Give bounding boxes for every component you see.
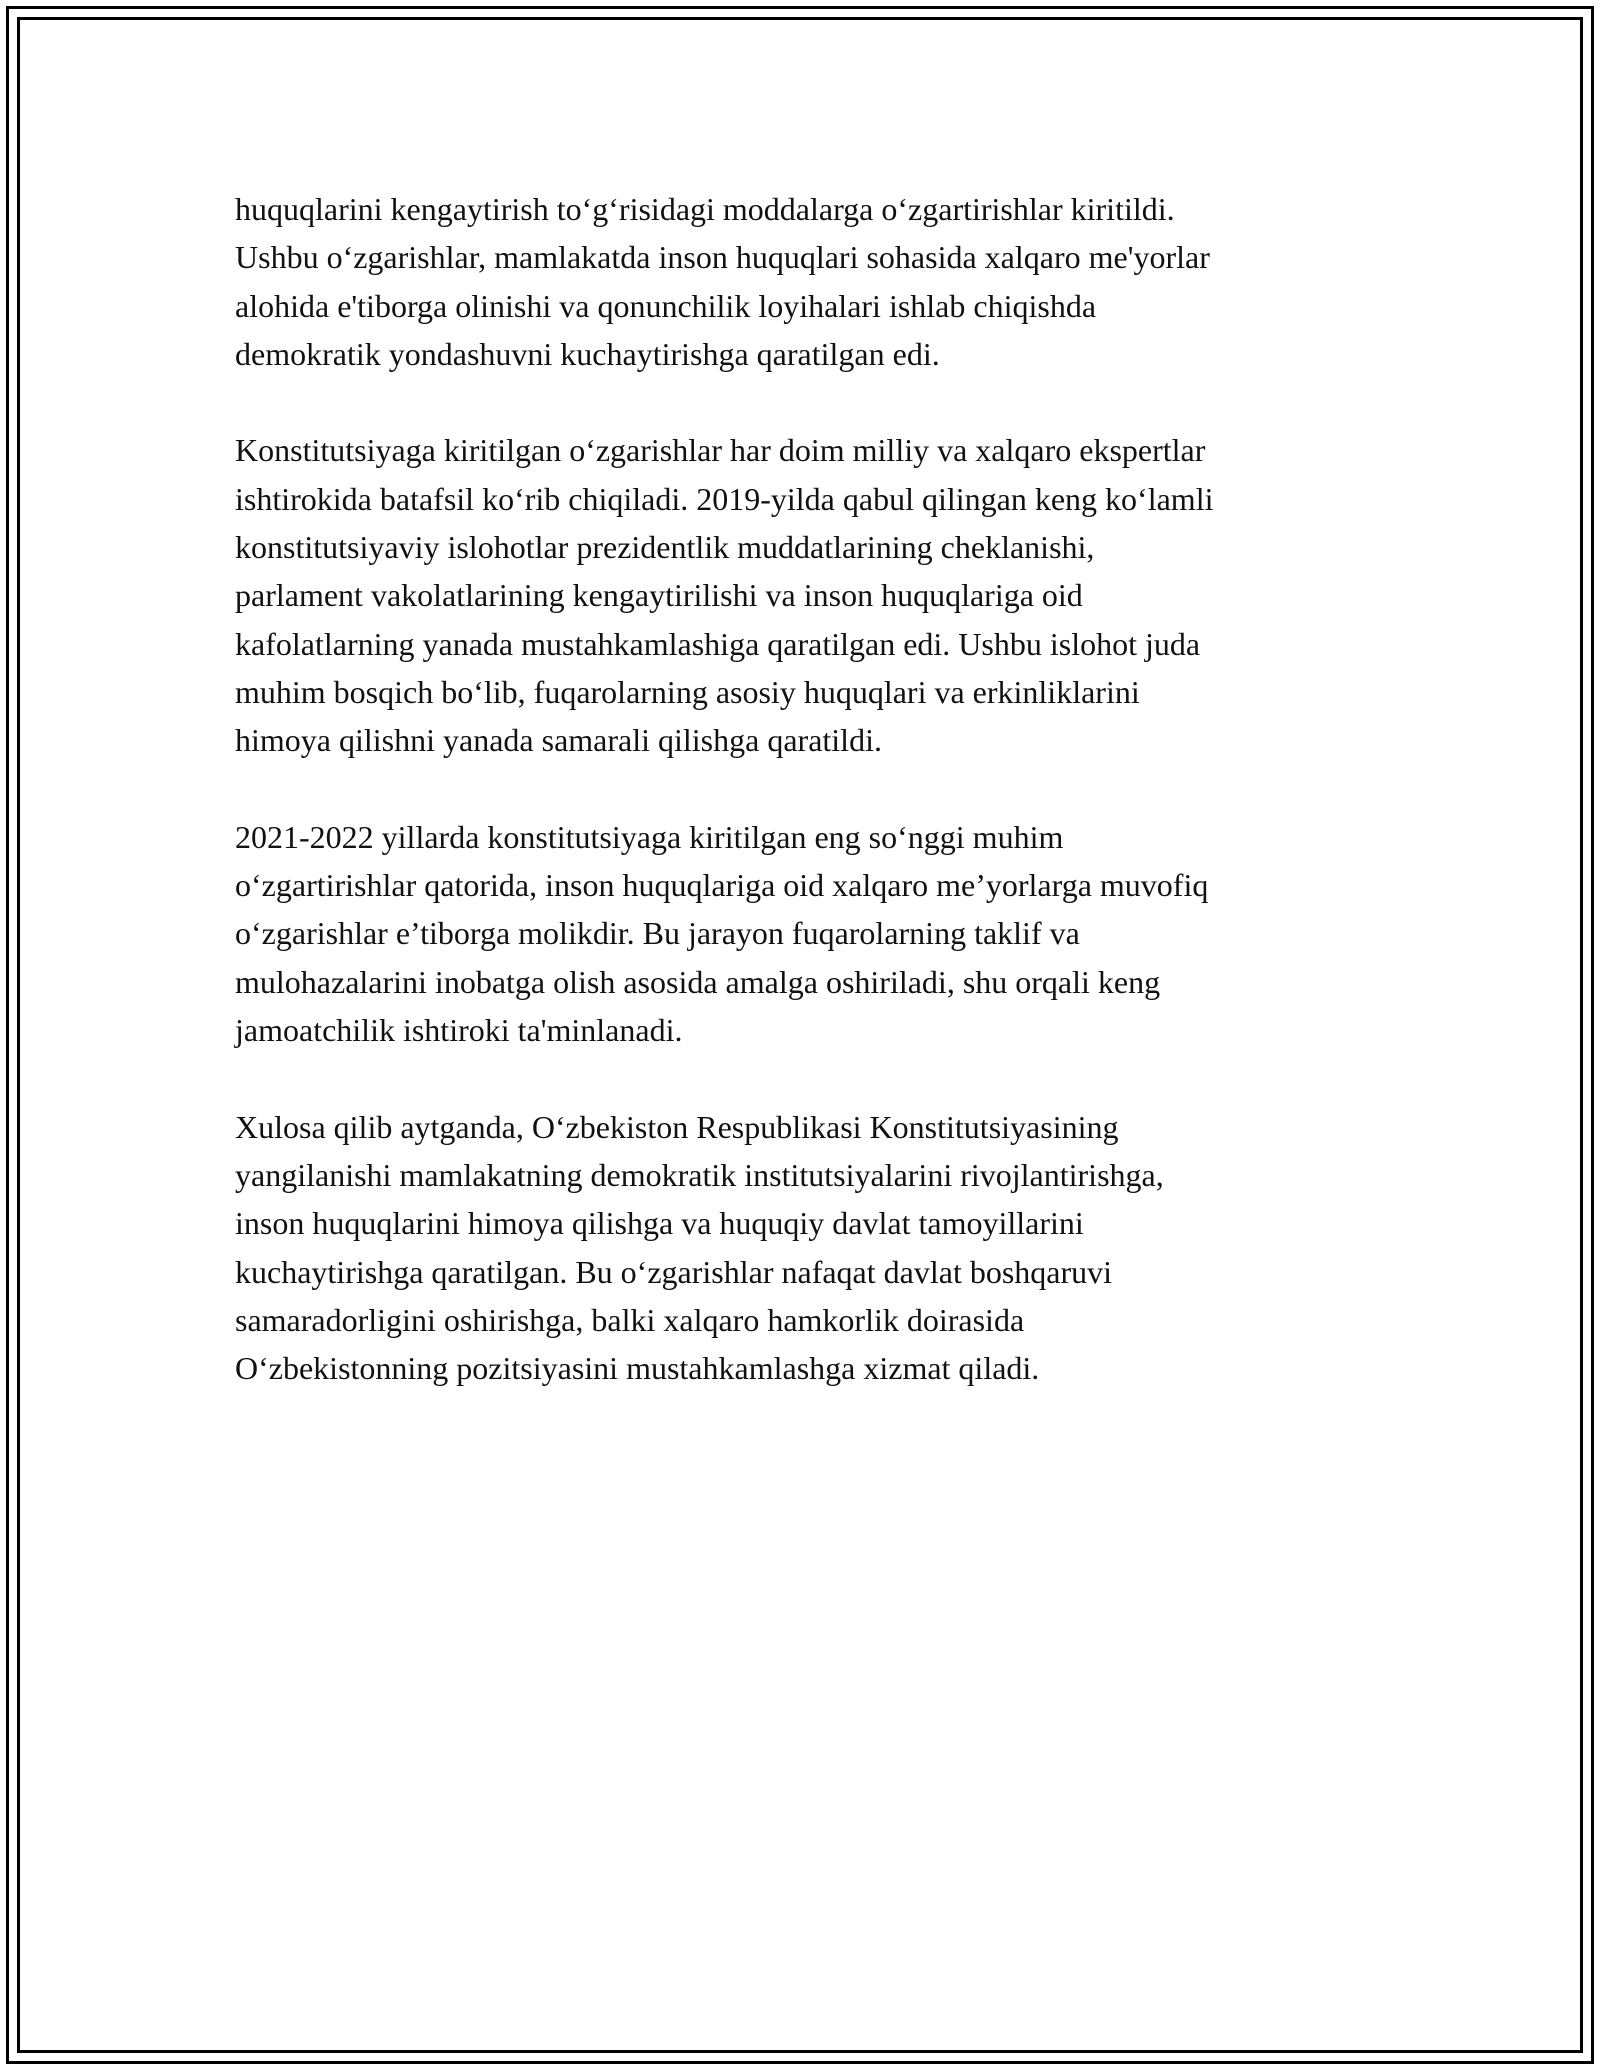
- text-line: demokratik yondashuvni kuchaytirishga qaratilgan edi.: [235, 335, 940, 372]
- text-line: kafolatlarning yanada mustahkamlashiga qaratilgan edi. Ushbu islohot juda: [235, 625, 1201, 662]
- text-line: Xulosa qilib aytganda, O‘zbekiston Respublikasi Konstitutsiyasining: [235, 1108, 1119, 1145]
- text-line: O‘zbekistonning pozitsiyasini mustahkamlashga xizmat qiladi.: [235, 1350, 1040, 1387]
- text-line: kuchaytirishga qaratilgan. Bu o‘zgarishlar nafaqat davlat boshqaruvi: [235, 1253, 1113, 1290]
- text-line: inson huquqlarini himoya qilishga va huquqiy davlat tamoyillarini: [235, 1205, 1084, 1242]
- text-line: parlament vakolatlarining kengaytirilishi va inson huquqlariga oid: [235, 577, 1083, 614]
- text-line: Ushbu o‘zgarishlar, mamlakatda inson huquqlari sohasida xalqaro me'yorlar: [235, 239, 1210, 276]
- document-body: [235, 185, 1365, 1441]
- paragraph-2: [235, 426, 1365, 764]
- text-line: alohida e'tiborga olinishi va qonunchilik loyihalari ishlab chiqishda: [235, 287, 1097, 324]
- text-line: 2021-2022 yillarda konstitutsiyaga kiritilgan eng so‘nggi muhim: [235, 818, 1064, 855]
- text-line: Konstitutsiyaga kiritilgan o‘zgarishlar har doim milliy va xalqaro ekspertlar: [235, 432, 1206, 469]
- text-line: samaradorligini oshirishga, balki xalqaro hamkorlik doirasida: [235, 1301, 1025, 1338]
- paragraph-3: [235, 813, 1365, 1054]
- text-line: huquqlarini kengaytirish to‘g‘risidagi moddalarga o‘zgartirishlar kiritildi.: [235, 191, 1175, 227]
- text-line: o‘zgarishlar e’tiborga molikdir. Bu jarayon fuqarolarning taklif va: [235, 915, 1080, 952]
- paragraph-4: [235, 1103, 1365, 1393]
- text-line: konstitutsiyaviy islohotlar prezidentlik muddatlarining cheklanishi,: [235, 529, 1095, 566]
- text-line: ishtirokida batafsil ko‘rib chiqiladi. 2019-yilda qabul qilingan keng ko‘lamli: [235, 480, 1214, 517]
- text-line: yangilanishi mamlakatning demokratik institutsiyalarini rivojlantirishga,: [235, 1156, 1164, 1193]
- text-line: o‘zgartirishlar qatorida, inson huquqlariga oid xalqaro me’yorlarga muvofiq: [235, 867, 1209, 904]
- text-line: muhim bosqich bo‘lib, fuqarolarning asosiy huquqlari va erkinliklarini: [235, 673, 1140, 710]
- text-line: jamoatchilik ishtiroki ta'minlanadi.: [235, 1012, 683, 1049]
- text-line: mulohazalarini inobatga olish asosida amalga oshiriladi, shu orqali keng: [235, 963, 1161, 1000]
- text-line: himoya qilishni yanada samarali qilishga qaratildi.: [235, 722, 882, 759]
- paragraph-1: [235, 185, 1365, 378]
